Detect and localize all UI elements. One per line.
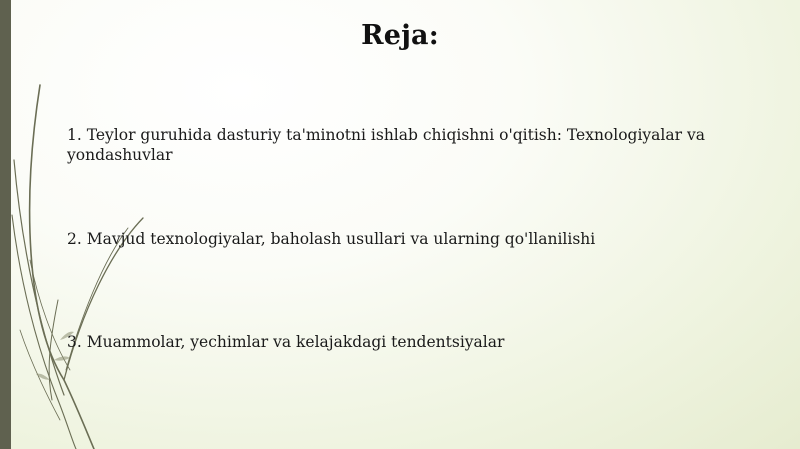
agenda-item-1: 1. Teylor guruhida dasturiy ta'minotni ishlab chiqishni o'qitish: Texnologiyalar va yondashuvlar — [67, 126, 705, 164]
agenda-item-3: 3. Muammolar, yechimlar va kelajakdagi tendentsiyalar — [67, 333, 505, 351]
slide-title: Reja: — [361, 20, 439, 51]
fern-leaf-icon — [0, 0, 160, 449]
agenda-item-2: 2. Mavjud texnologiyalar, baholash usullari va ularning qo'llanilishi — [67, 230, 596, 248]
